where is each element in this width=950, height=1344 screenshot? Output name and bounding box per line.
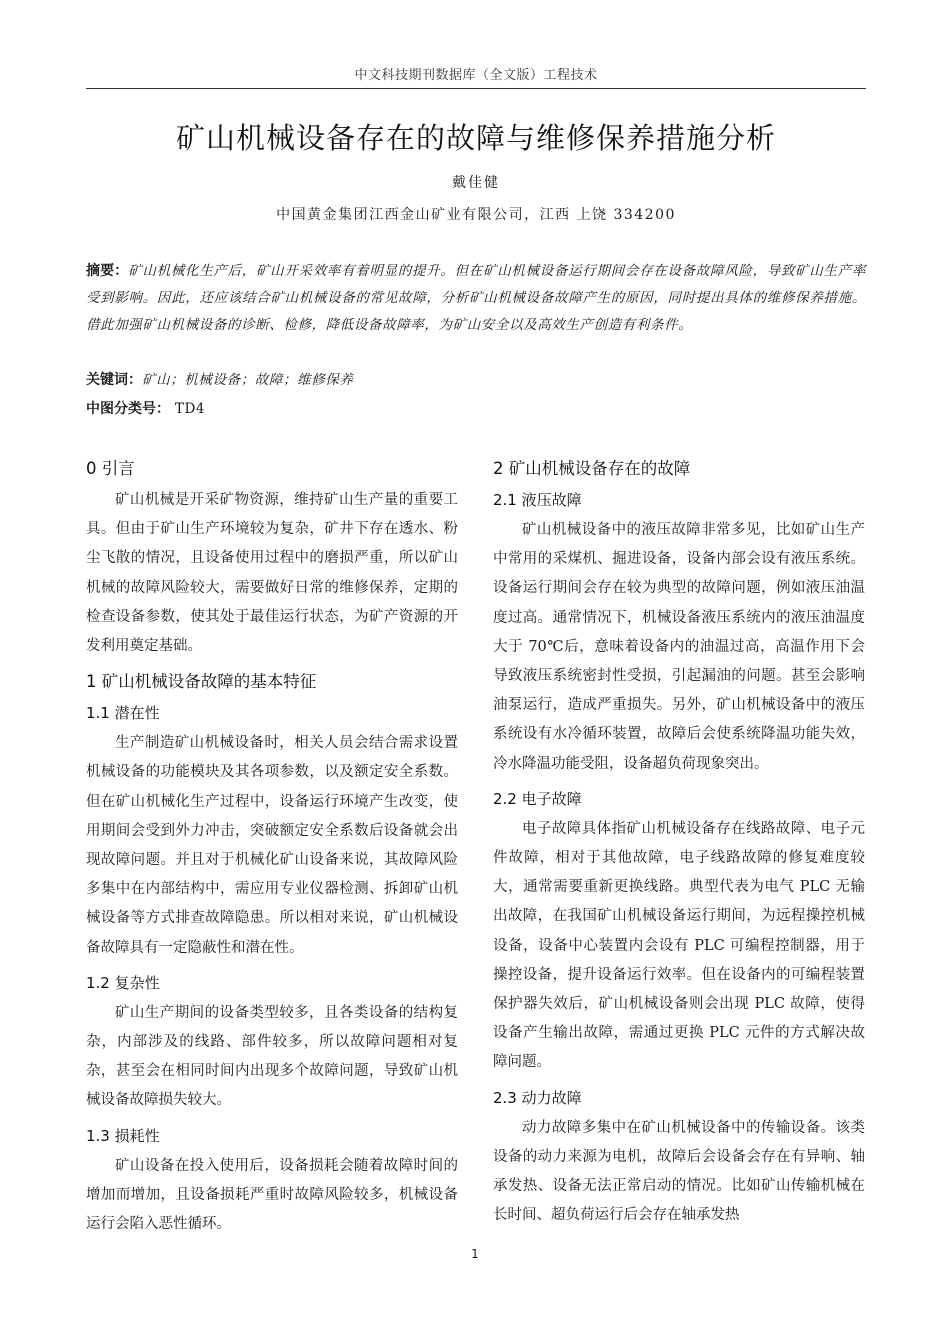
author-name: 戴佳健 — [452, 175, 500, 191]
subsection-heading-2-1: 2.1 液压故障 — [493, 491, 582, 509]
abstract-label: 摘要： — [86, 263, 129, 279]
subsection-1-1-paragraph: 生产制造矿山机械设备时，相关人员会结合需求设置机械设备的功能模块及其各项参数，以及额定安全系数。但在矿山机械化生产过程中，设备运行环境产生改变，使用期间会受到外力冲击，突破额定安全系数后设备就会出现故障问题。并且对于机械化矿山设备来说，其故障风险多集中在内部结构中，需应用专业仪器检测、拆卸矿山机械设备等方式排查故障隐患。所以相对来说，矿山机械设备故障具有一定隐蔽性和潜在性。 — [86, 735, 458, 956]
right-column — [493, 454, 865, 1236]
abstract — [86, 258, 866, 339]
classification-number — [86, 398, 866, 418]
article-title: 矿山机械设备存在的故障与维修保养措施分析 — [175, 121, 776, 155]
subsection-1-2-paragraph: 矿山生产期间的设备类型较多，且各类设备的结构复杂，内部涉及的线路、部件较多，所以故障问题相对复杂，甚至会在相同时间内出现多个故障问题，导致矿山机械设备故障损失较大。 — [86, 1004, 458, 1109]
keywords-label: 关键词： — [86, 372, 142, 388]
subsection-2-1-paragraph: 矿山机械设备中的液压故障非常多见，比如矿山生产中常用的采煤机、掘进设备，设备内部会设有液压系统。设备运行期间会存在较为典型的故障问题，例如液压油温度过高。通常情况下，机械设备液压系统内的液压油温度大于 70℃后，意味着设备内的油温过高，高温作用下会导致液压系统密封性受损，引起漏油的问题。甚至会影响油泵运行，造成严重损失。另外，矿山机械设备中的液压系统设有水冷循环装置，故障后会使系统降温功能失效，冷水降温功能受阻，设备超负荷现象突出。 — [493, 522, 865, 772]
subsection-heading-1-1: 1.1 潜在性 — [86, 704, 160, 723]
subsection-2-3-paragraph: 动力故障多集中在矿山机械设备中的传输设备。该类设备的动力来源为电机，故障后会设备会存在有异响、轴承发热、设备无法正常启动的情况。比如矿山传输机械在长时间、超负荷运行后会存在轴承发热 — [493, 1119, 865, 1224]
subsection-heading-2-2: 2.2 电子故障 — [493, 789, 582, 808]
header-rule — [86, 88, 866, 89]
section-heading-0: 0 引言 — [86, 459, 135, 478]
section-heading-1: 1 矿山机械设备故障的基本特征 — [86, 672, 317, 692]
subsection-heading-1-2: 1.2 复杂性 — [86, 973, 160, 992]
subsection-2-2-paragraph: 电子故障具体指矿山机械设备存在线路故障、电子元件故障，相对于其他故障，电子线路故障的修复难度较大，通常需要重新更换线路。典型代表为电气 PLC 无输出故障，在我国矿山机械设备运行期间，为远程操控机械设备，设备中心装置内会设有 PLC 可编程控制器，用于操控设备，提升设备运行效率。但在设备内的可编程装置保护器失效后，矿山机械设备则会出现 PLC 故障，使得设备产生输出故障，需通过更换 PLC 元件的方式解决故障问题。 — [493, 820, 865, 1071]
author-affiliation: 中国黄金集团江西金山矿业有限公司，江西 上饶 334200 — [276, 207, 676, 223]
classification-value: TD4 — [174, 401, 206, 417]
abstract-text: 矿山机械化生产后，矿山开采效率有着明显的提升。但在矿山机械设备运行期间会存在设备故障风险，导致矿山生产率受到影响。因此，还应该结合矿山机械设备的常见故障，分析矿山机械设备故障产生的原因，同时提出具体的维修保养措施。借此加强矿山机械设备的诊断、检修，降低设备故障率，为矿山安全以及高效生产创造有利条件。 — [86, 263, 867, 333]
subsection-heading-1-3: 1.3 损耗性 — [86, 1126, 160, 1145]
left-column — [86, 454, 458, 1245]
keywords-text: 矿山；机械设备；故障；维修保养 — [142, 372, 354, 388]
keywords — [86, 368, 866, 389]
subsection-1-3-paragraph: 矿山设备在投入使用后，设备损耗会随着故障时间的增加而增加，且设备损耗严重时故障风险较多，机械设备运行会陷入恶性循环。 — [86, 1157, 458, 1233]
section-heading-2: 2 矿山机械设备存在的故障 — [493, 459, 691, 478]
page-number: 1 — [471, 1247, 479, 1261]
running-header: 中文科技期刊数据库（全文版）工程技术 — [354, 68, 598, 83]
subsection-heading-2-3: 2.3 动力故障 — [493, 1088, 582, 1107]
classification-label: 中图分类号： — [86, 401, 170, 417]
section-0-paragraph: 矿山机械是开采矿物资源，维持矿山生产量的重要工具。但由于矿山生产环境较为复杂，矿井下存在透水、粉尘飞散的情况，且设备使用过程中的磨损严重，所以矿山机械的故障风险较大，需要做好日常的维修保养，定期的检查设备参数，使其处于最佳运行状态，为矿产资源的开发利用奠定基础。 — [86, 492, 458, 655]
